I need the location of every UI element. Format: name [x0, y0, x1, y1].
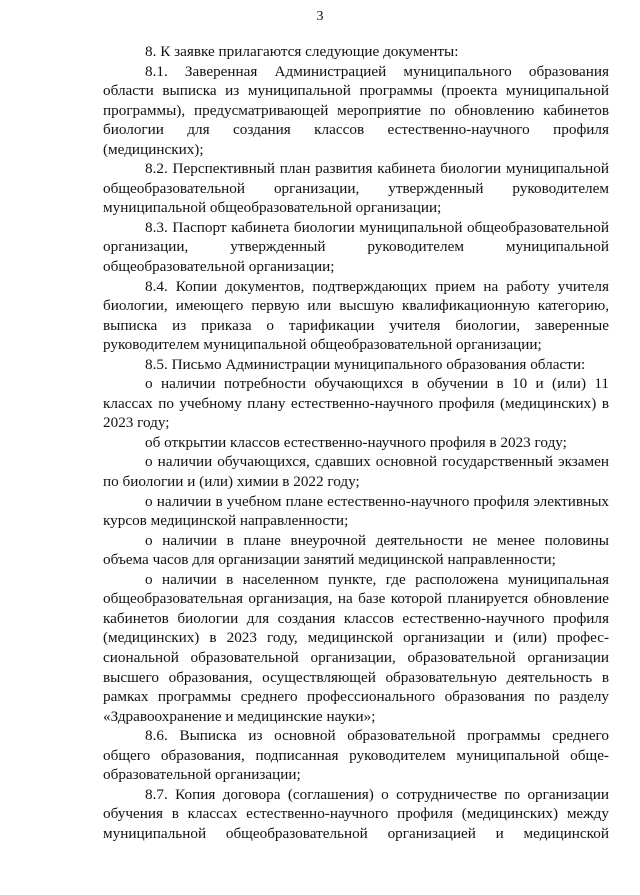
paragraph-8-5-item-6: о наличии в населенном пункте, где расположена муниципальная общеобразовательная организация, на базе которой планируется обновление кабинетов биологии для создания классов естественно-научного профиля (медицинских) в 2023 году, медицинской организации и (или) профес- сиональной образовательной организации, образовательной организации высшего образования, осуществляющей образовательную деятельность в рамках программы среднего профессионального образования по разделу «Здравоохранение и медицинские науки»; — [103, 570, 609, 725]
paragraph-8: 8. К заявке прилагаются следующие документы: — [145, 43, 459, 60]
paragraph-8-3: 8.3. Паспорт кабинета биологии муниципальной общеобразовательной организации, утвержденный руководителем муниципальной общеобразовательной организации; — [103, 218, 609, 276]
page-number: 3 — [316, 9, 324, 24]
document-body — [103, 42, 609, 843]
paragraph-8-7: 8.7. Копия договора (соглашения) о сотрудничестве по организации обучения в классах естественно-научного профиля (медицинских) между муниципальной общеобразовательной организацией и медицинской — [103, 785, 609, 842]
paragraph-8-5-item-2: об открытии классов естественно-научного профиля в 2023 году; — [145, 433, 567, 451]
paragraph-8-5-item-1: о наличии потребности обучающихся в обучении в 10 и (или) 11 классах по учебному плану естественно-научного профиля (медицинских) в 2023 году; — [103, 375, 609, 432]
paragraph-8-6: 8.6. Выписка из основной образовательной программы среднего общего образования, подписанная руководителем муниципальной обще- образовательной организации; — [103, 727, 609, 784]
paragraph-8-5-item-5: о наличии в плане внеурочной деятельности не менее половины объема часов для организации занятий медицинской направленности; — [103, 531, 609, 569]
paragraph-8-5-item-4: о наличии в учебном плане естественно-научного профиля элективных курсов медицинской направленности; — [103, 492, 609, 530]
paragraph-8-5: 8.5. Письмо Администрации муниципального образования области: — [145, 355, 586, 373]
paragraph-8-5-item-3: о наличии обучающихся, сдавших основной государственный экзамен по биологии и (или) химии в 2022 году; — [103, 453, 609, 491]
paragraph-8-1: 8.1. Заверенная Администрацией муниципального образования области выписка из муниципальной программы (проекта муниципальной программы), предусматривающей мероприятие по обновлению кабинетов биологии для создания классов естественно-научного профиля (медицинских); — [103, 62, 609, 158]
paragraph-8-2: 8.2. Перспективный план развития кабинета биологии муниципальной общеобразовательной организации, утвержденный руководителем муниципальной общеобразовательной организации; — [103, 160, 609, 217]
paragraph-8-4: 8.4. Копии документов, подтверждающих прием на работу учителя биологии, имеющего первую или высшую квалификационную категорию, выписка из приказа о тарификации учителя биологии, заверенные руководителем муниципальной общеобразовательной организации; — [103, 277, 609, 354]
